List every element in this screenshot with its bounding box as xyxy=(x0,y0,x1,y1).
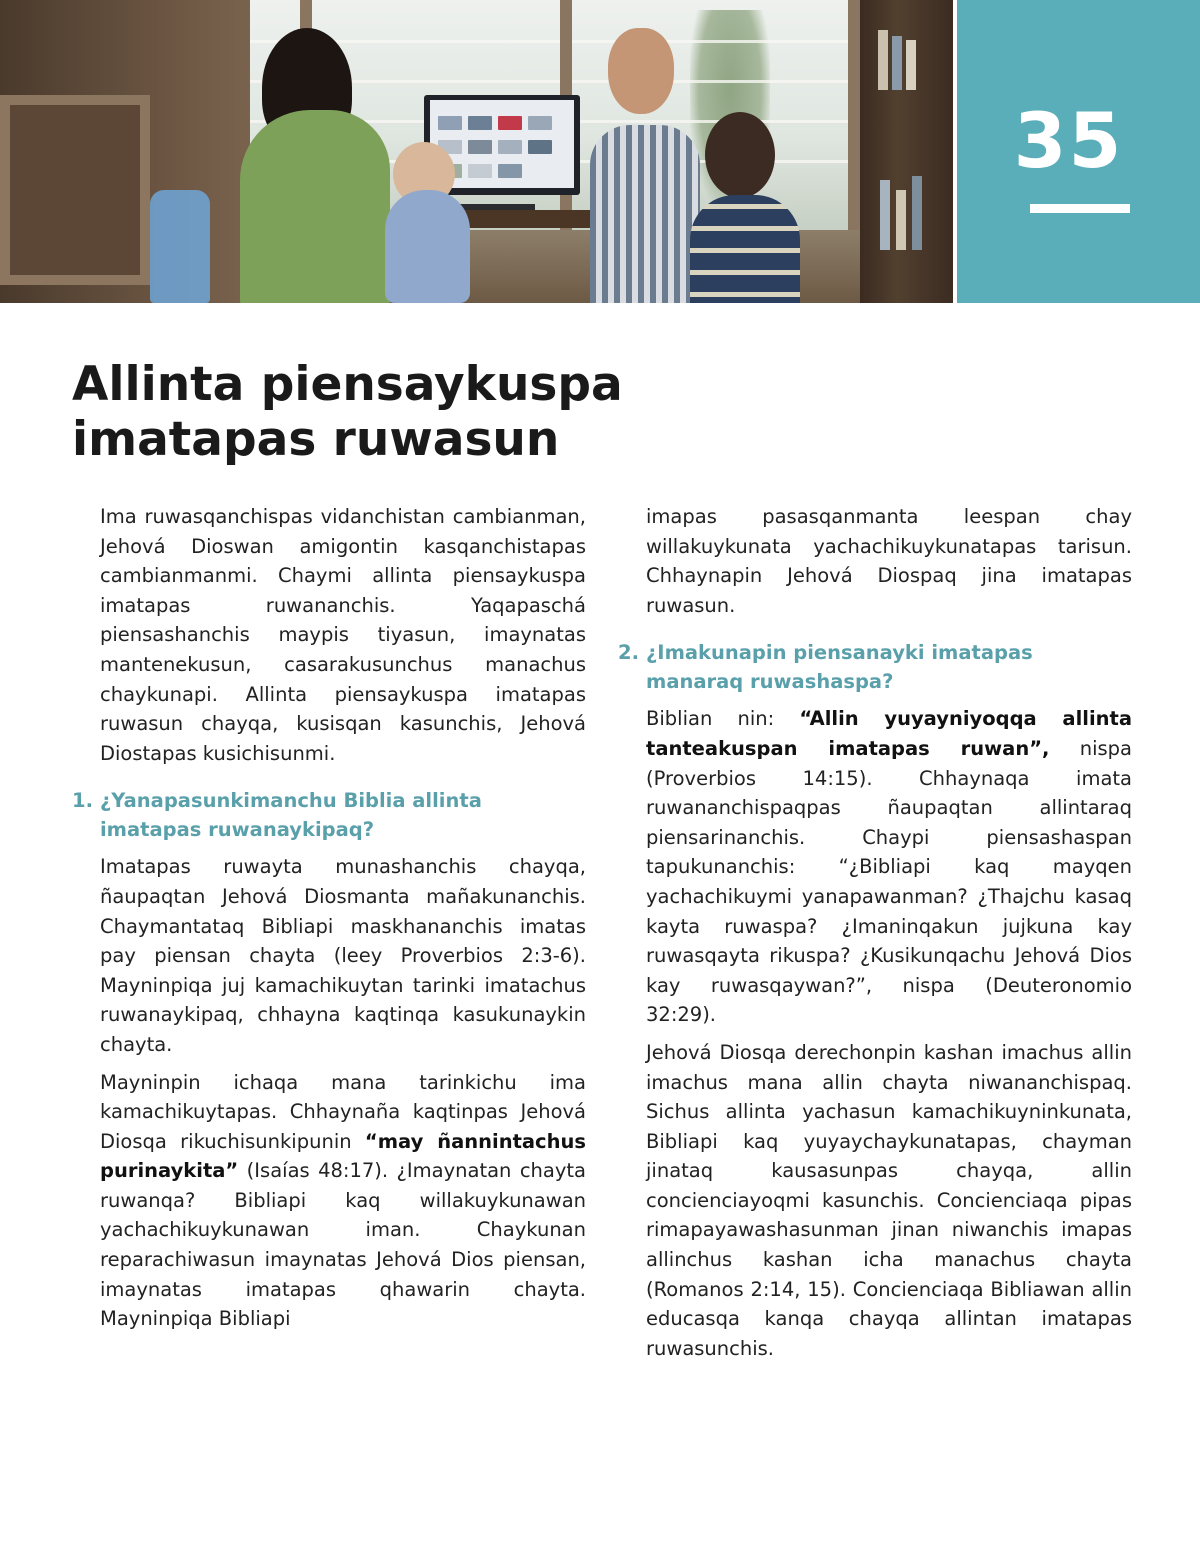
man xyxy=(608,28,674,114)
section-2-question-text: ¿Imakunapin piensanayki imatapas manaraq ruwashaspa? xyxy=(646,641,1033,694)
book xyxy=(892,36,902,90)
screen-tile xyxy=(468,140,492,154)
screen-tile xyxy=(498,164,522,178)
book xyxy=(878,30,888,90)
section-2-number: 2. xyxy=(618,641,639,665)
boy-body xyxy=(690,195,800,303)
section-1-p2-text-a: Mayninpin ichaqa mana tarinkichu ima kamachikuytapas. Chhaynaña kaqtinpas Jehová Diosqa rikuchisunkipunin xyxy=(100,1070,586,1153)
left-column xyxy=(72,502,586,1342)
section-1-number: 1. xyxy=(72,789,93,813)
screen-tile xyxy=(468,116,492,130)
woman-body xyxy=(240,110,390,303)
section-2-paragraph-1 xyxy=(646,704,1132,1030)
section-1-paragraph-2 xyxy=(100,1068,586,1334)
section-2-p1-text-a: Biblian nin: xyxy=(646,707,800,731)
section-1-p2-text-b: (Isaías 48:17). ¿Imaynatan chayta ruwanqa? Bibliapi kaq willakuykunawan yachachikuykunawan iman. Chaykunan reparachiwasun imaynatas Jehová Dios piensan, imaynatas imatapas qhawarin chayta. Mayninpiqa Bibliapi xyxy=(100,1159,586,1331)
section-1-paragraph-2-continued: imapas pasasqanmanta leespan chay willakuykunata yachachikuykunatapas tarisun. Chhaynapin Jehová Diospaq jina imatapas ruwasun. xyxy=(646,505,1132,617)
title-line-1: Allinta piensaykuspa xyxy=(72,357,623,412)
book xyxy=(912,176,922,250)
section-2-p1-quote: “Allin yuyayniyoqqa allinta tanteakuspan imatapas ruwan”, xyxy=(646,707,1132,760)
book xyxy=(906,40,916,90)
screen-tile xyxy=(498,116,522,130)
section-1-question-text: ¿Yanapasunkimanchu Biblia allinta imatapas ruwanaykipaq? xyxy=(100,789,482,842)
header-photo xyxy=(0,0,953,303)
title-line-2: imatapas ruwasun xyxy=(72,412,560,467)
keyboard xyxy=(455,204,535,210)
man-body xyxy=(590,125,700,303)
bookshelf xyxy=(860,0,953,303)
photo-frame xyxy=(0,95,150,285)
screen-tile xyxy=(528,140,552,154)
window-frame xyxy=(848,0,860,230)
right-column xyxy=(618,502,1132,1371)
screen-tile xyxy=(498,140,522,154)
section-1-question xyxy=(72,786,586,844)
baby-bottle xyxy=(150,190,210,303)
chapter-number: 35 xyxy=(1013,96,1124,185)
page-title xyxy=(72,357,692,467)
chapter-underline xyxy=(1030,204,1130,213)
intro-paragraph: Ima ruwasqanchispas vidanchistan cambianman, Jehová Dioswan amigontin kasqanchistapas cambianmanmi. Chaymi allinta piensaykuspa imatapas ruwananchis. Yaqapaschá piensashanchis maypis tiyasun, imaynatas mantenekusun, casarakusunchus manachus chaykunapi. Allinta piensaykuspa imatapas ruwasun chayqa, kusisqan kasunchis, Jehová Diostapas kusichisunmi. xyxy=(100,505,586,765)
book xyxy=(896,190,906,250)
book xyxy=(880,180,890,250)
chapter-badge xyxy=(957,0,1200,303)
section-2-paragraph-2: Jehová Diosqa derechonpin kashan imachus allin imachus mana allin chayta niwananchispaq. Sichus allinta yachasun kamachikuyninkunata, Bibliapi kaq yuyaychaykunatapas, chayman jinataq kausasunpas chayqa, allin concienciayoqmi kasunchis. Concienciaqa pipas rimapayawashasunman jinan niwanchis imapas allinchus kashan icha manachus chayta (Romanos 2:14, 15). Concienciaqa Bibliawan allin educasqa kanqa chayqa allintan imatapas ruwasunchis. xyxy=(646,1040,1132,1360)
boy xyxy=(705,112,775,198)
section-2-question xyxy=(618,638,1132,696)
screen-tile xyxy=(528,116,552,130)
screen-tile xyxy=(438,116,462,130)
window-blind xyxy=(250,40,860,43)
screen-tile xyxy=(468,164,492,178)
baby-body xyxy=(385,190,470,303)
section-1-paragraph-1: Imatapas ruwayta munashanchis chayqa, ñaupaqtan Jehová Diosmanta mañakunanchis. Chaymantataq Bibliapi maskhananchis imatas pay piensan chayta (leey Proverbios 2:3-6). Mayninpiqa juj kamachikuytan tarinki imatachus ruwanaykipaq, chhayna kaqtinqa kasukunaykin chayta. xyxy=(100,855,586,1056)
section-1-p2-quote: “may ñannintachus purinaykita” xyxy=(100,1129,586,1183)
section-2-p1-text-b: nispa (Proverbios 14:15). Chhaynaqa imata ruwananchispaqpas ñaupaqtan allintaraq piensarinanchis. Chaypi piensashaspan tapukunanchis: “¿Bibliapi kaq mayqen yachachikuymi yanapawanman? ¿Thajchu kasaq kayta ruwaspa? ¿Imaninqakun jujkuna kay ruwasqayta rikuspa? ¿Kusikunqachu Jehová Dios kay ruwasqaywan?”, nispa (Deuteronomio 32:29). xyxy=(646,736,1132,1027)
